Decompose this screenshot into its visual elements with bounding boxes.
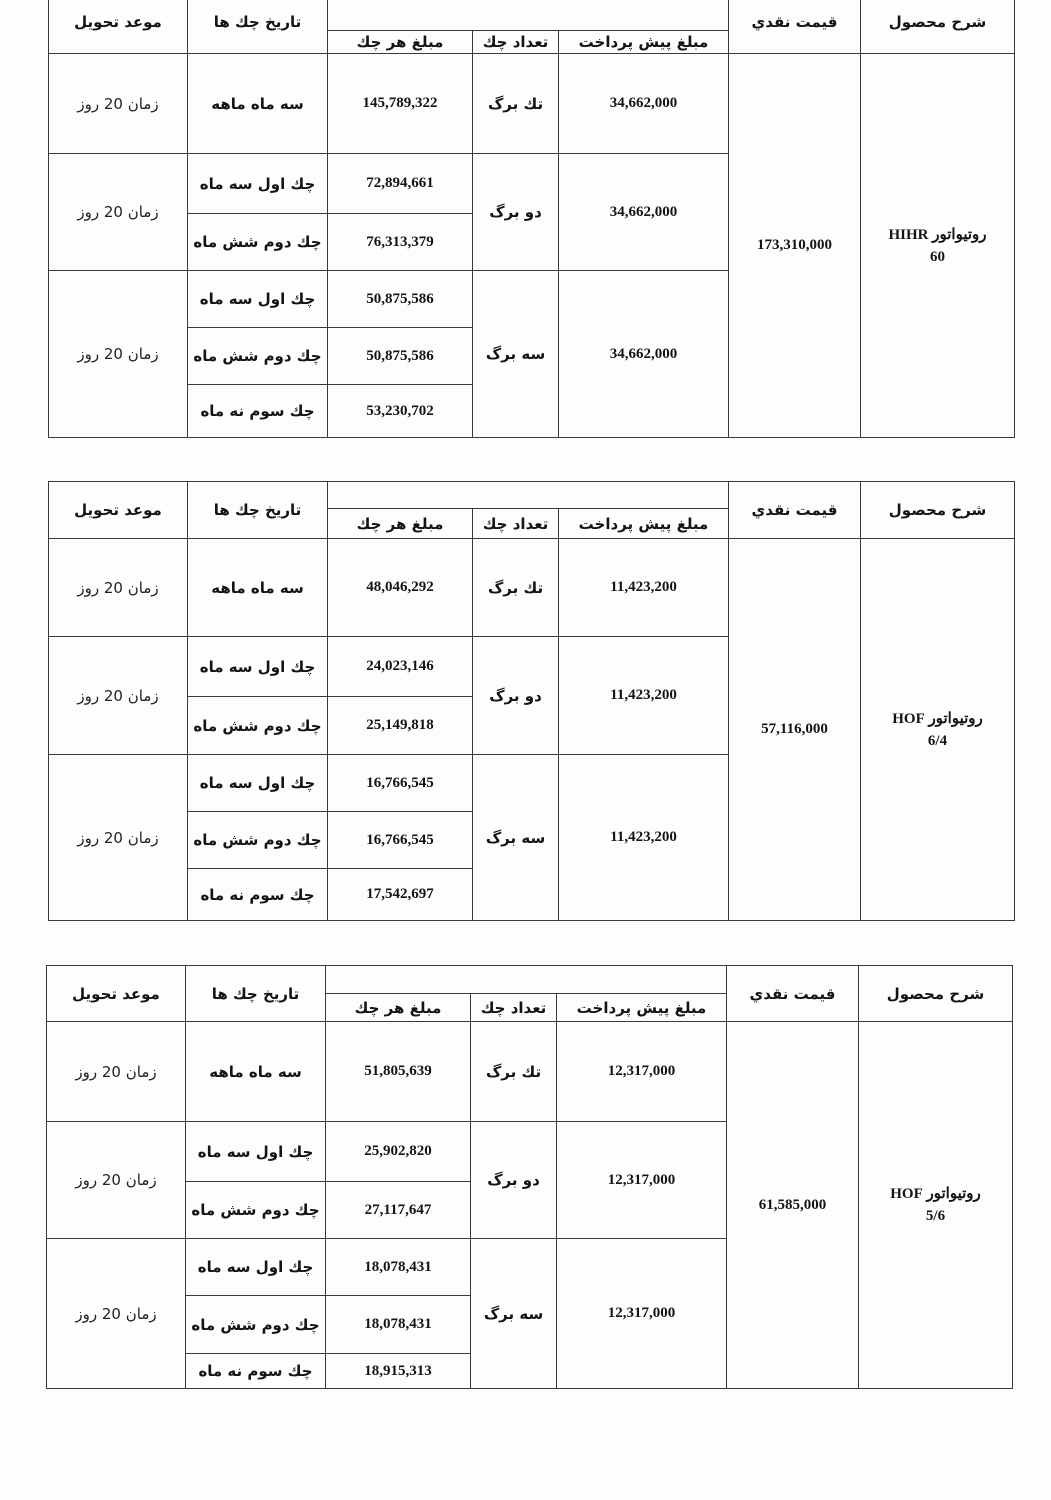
check-amount: 25,902,820 bbox=[326, 1122, 471, 1182]
header-row bbox=[49, 482, 1015, 509]
check-count: سه برگ bbox=[473, 271, 559, 438]
check-amount: 16,766,545 bbox=[328, 812, 473, 869]
header-check-amount: مبلغ هر چك bbox=[328, 509, 473, 539]
header-spacer bbox=[326, 966, 727, 994]
product-name-line: روتيواتور HOF bbox=[890, 1186, 981, 1202]
header-prepayment: مبلغ پيش پرداخت bbox=[559, 31, 729, 54]
header-check-dates: تاريخ چك ها bbox=[186, 966, 326, 1022]
check-amount: 53,230,702 bbox=[328, 385, 473, 438]
check-date: چك اول سه ماه bbox=[186, 1122, 326, 1182]
product-name bbox=[859, 1022, 1013, 1389]
product-name bbox=[861, 539, 1015, 921]
check-amount: 18,915,313 bbox=[326, 1354, 471, 1389]
header-product: شرح محصول bbox=[861, 0, 1015, 54]
cash-price: 57,116,000 bbox=[729, 539, 861, 921]
header-check-count: تعداد چك bbox=[473, 509, 559, 539]
prepayment-amount: 11,423,200 bbox=[559, 755, 729, 921]
header-check-dates: تاريخ چك ها bbox=[188, 482, 328, 539]
check-count: دو برگ bbox=[473, 154, 559, 271]
header-row bbox=[47, 966, 1013, 994]
prepayment-amount: 12,317,000 bbox=[557, 1022, 727, 1122]
product-name-line: روتيواتور HIHR bbox=[888, 226, 987, 243]
price-table bbox=[48, 0, 1015, 438]
check-date: چك دوم شش ماه bbox=[188, 697, 328, 755]
check-date: چك اول سه ماه bbox=[188, 637, 328, 697]
check-amount: 72,894,661 bbox=[328, 154, 473, 214]
product-name bbox=[861, 54, 1015, 438]
check-date: چك دوم شش ماه bbox=[186, 1182, 326, 1239]
check-amount: 27,117,647 bbox=[326, 1182, 471, 1239]
header-spacer bbox=[328, 0, 729, 31]
check-count: تك برگ bbox=[473, 54, 559, 154]
header-delivery: موعد تحويل bbox=[49, 482, 188, 539]
header-spacer bbox=[328, 482, 729, 509]
check-date: چك اول سه ماه bbox=[188, 271, 328, 328]
check-count: دو برگ bbox=[473, 637, 559, 755]
table-row bbox=[49, 54, 1015, 154]
check-amount: 17,542,697 bbox=[328, 869, 473, 921]
prepayment-amount: 34,662,000 bbox=[559, 271, 729, 438]
check-date: سه ماه ماهه bbox=[186, 1022, 326, 1122]
header-check-amount: مبلغ هر چك bbox=[328, 31, 473, 54]
cash-price: 61,585,000 bbox=[727, 1022, 859, 1389]
delivery-time: زمان 20 روز bbox=[47, 1022, 186, 1122]
check-date: چك دوم شش ماه bbox=[188, 214, 328, 271]
header-product: شرح محصول bbox=[859, 966, 1013, 1022]
delivery-time: زمان 20 روز bbox=[47, 1239, 186, 1389]
price-table bbox=[46, 965, 1013, 1389]
check-amount: 16,766,545 bbox=[328, 755, 473, 812]
header-delivery: موعد تحويل bbox=[47, 966, 186, 1022]
check-amount: 145,789,322 bbox=[328, 54, 473, 154]
check-date: سه ماه ماهه bbox=[188, 539, 328, 637]
table-row bbox=[49, 539, 1015, 637]
check-count: دو برگ bbox=[471, 1122, 557, 1239]
check-amount: 18,078,431 bbox=[326, 1296, 471, 1354]
check-amount: 25,149,818 bbox=[328, 697, 473, 755]
check-amount: 50,875,586 bbox=[328, 328, 473, 385]
product-name-line: روتيواتور HOF bbox=[892, 710, 983, 727]
check-date: چك سوم نه ماه bbox=[188, 385, 328, 438]
delivery-time: زمان 20 روز bbox=[49, 539, 188, 637]
check-count: تك برگ bbox=[473, 539, 559, 637]
price-table bbox=[48, 481, 1015, 921]
header-product: شرح محصول bbox=[861, 482, 1015, 539]
check-amount: 51,805,639 bbox=[326, 1022, 471, 1122]
check-amount: 24,023,146 bbox=[328, 637, 473, 697]
delivery-time: زمان 20 روز bbox=[49, 54, 188, 154]
check-amount: 18,078,431 bbox=[326, 1239, 471, 1296]
check-amount: 48,046,292 bbox=[328, 539, 473, 637]
check-date: چك سوم نه ماه bbox=[186, 1354, 326, 1389]
check-date: چك اول سه ماه bbox=[188, 154, 328, 214]
check-count: سه برگ bbox=[471, 1239, 557, 1389]
delivery-time: زمان 20 روز bbox=[49, 637, 188, 755]
prepayment-amount: 12,317,000 bbox=[557, 1122, 727, 1239]
prepayment-amount: 12,317,000 bbox=[557, 1239, 727, 1389]
check-date: چك اول سه ماه bbox=[188, 755, 328, 812]
header-check-count: تعداد چك bbox=[471, 994, 557, 1022]
table-row bbox=[47, 1022, 1013, 1122]
check-date: چك دوم شش ماه bbox=[188, 812, 328, 869]
delivery-time: زمان 20 روز bbox=[49, 271, 188, 438]
product-name-line: 6/4 bbox=[927, 732, 948, 749]
check-date: چك دوم شش ماه bbox=[186, 1296, 326, 1354]
delivery-time: زمان 20 روز bbox=[49, 755, 188, 921]
check-amount: 76,313,379 bbox=[328, 214, 473, 271]
prepayment-amount: 11,423,200 bbox=[559, 637, 729, 755]
check-date: سه ماه ماهه bbox=[188, 54, 328, 154]
header-check-dates: تاريخ چك ها bbox=[188, 0, 328, 54]
header-cash-price: قيمت نقدي bbox=[729, 482, 861, 539]
check-count: سه برگ bbox=[473, 755, 559, 921]
product-name-line: 60 bbox=[930, 248, 946, 265]
header-prepayment: مبلغ پيش پرداخت bbox=[559, 509, 729, 539]
check-amount: 50,875,586 bbox=[328, 271, 473, 328]
check-date: چك سوم نه ماه bbox=[188, 869, 328, 921]
prepayment-amount: 34,662,000 bbox=[559, 154, 729, 271]
check-date: چك اول سه ماه bbox=[186, 1239, 326, 1296]
check-date: چك دوم شش ماه bbox=[188, 328, 328, 385]
check-count: تك برگ bbox=[471, 1022, 557, 1122]
header-cash-price: قيمت نقدي bbox=[727, 966, 859, 1022]
header-delivery: موعد تحويل bbox=[49, 0, 188, 54]
cash-price: 173,310,000 bbox=[729, 54, 861, 438]
header-prepayment: مبلغ پيش پرداخت bbox=[557, 994, 727, 1022]
header-cash-price: قيمت نقدي bbox=[729, 0, 861, 54]
header-check-count: تعداد چك bbox=[473, 31, 559, 54]
prepayment-amount: 11,423,200 bbox=[559, 539, 729, 637]
delivery-time: زمان 20 روز bbox=[47, 1122, 186, 1239]
delivery-time: زمان 20 روز bbox=[49, 154, 188, 271]
prepayment-amount: 34,662,000 bbox=[559, 54, 729, 154]
header-check-amount: مبلغ هر چك bbox=[326, 994, 471, 1022]
product-name-line: 5/6 bbox=[925, 1208, 946, 1224]
header-row bbox=[49, 0, 1015, 31]
